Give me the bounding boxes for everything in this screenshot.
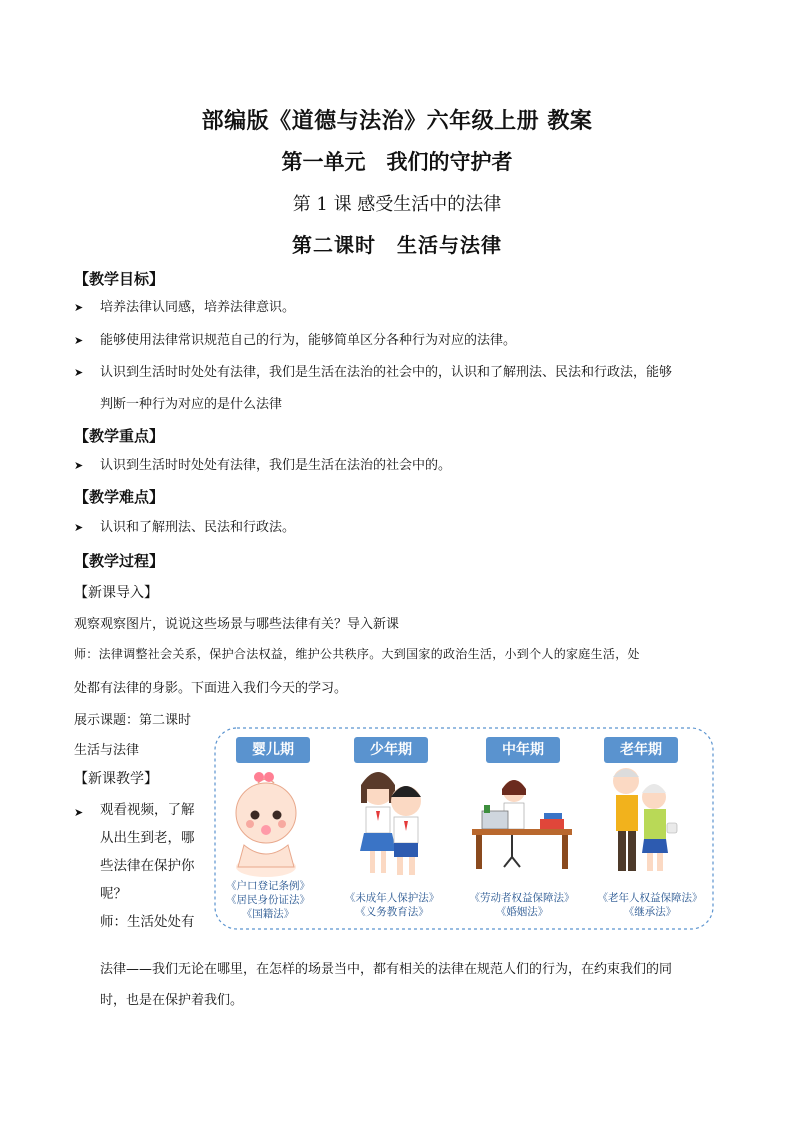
lesson-title: 第 1 课 感受生活中的法律 — [292, 194, 502, 215]
section-key-heading: 【教学重点】 — [74, 427, 165, 445]
stage-label-infant: 婴儿期 — [236, 737, 310, 763]
stage-label-middle-age: 中年期 — [486, 737, 560, 763]
middle-age-laws: 《劳动者权益保障法》 《婚姻法》 — [469, 892, 575, 918]
arrow-bullet-icon: ➤ — [74, 459, 84, 472]
office-worker-illustration — [472, 780, 572, 869]
stage-label-youth: 少年期 — [354, 737, 428, 763]
arrow-bullet-icon: ➤ — [74, 334, 84, 347]
arrow-bullet-icon: ➤ — [74, 521, 84, 534]
life-stages-diagram — [214, 727, 714, 930]
topic-line: 生活与法律 — [74, 743, 140, 758]
intro-text: 观察观察图片，说说这些场景与哪些法律有关？导入新课 — [74, 617, 400, 632]
section-process-heading: 【教学过程】 — [74, 552, 165, 570]
unit-title: 第一单元 我们的守护者 — [281, 150, 513, 174]
period-title: 第二课时 生活与法律 — [292, 233, 502, 257]
section-difficult-heading: 【教学难点】 — [74, 488, 165, 506]
section-goals-heading: 【教学目标】 — [74, 270, 165, 288]
topic-line: 展示课题：第二课时 — [74, 713, 192, 728]
arrow-bullet-icon: ➤ — [74, 806, 84, 819]
youth-laws: 《未成年人保护法》 《义务教育法》 — [344, 892, 440, 918]
old-age-laws: 《老年人权益保障法》 《继承法》 — [597, 892, 703, 918]
baby-illustration — [236, 772, 296, 877]
teacher-line: 师：法律调整社会关系，保护合法权益，维护公共秩序。大到国家的政治生活，小到个人的家庭生活，处 — [74, 647, 640, 661]
intro-heading: 【新课导入】 — [74, 585, 158, 601]
new-lesson-heading: 【新课教学】 — [74, 771, 158, 787]
final-line: 法律——我们无论在哪里，在怎样的场景当中，都有相关的法律在规范人们的行为，在约束我们的同 — [100, 962, 673, 977]
document-title: 部编版《道德与法治》六年级上册 教案 — [201, 109, 593, 134]
teacher-line: 处都有法律的身影。下面进入我们今天的学习。 — [74, 681, 348, 696]
arrow-bullet-icon: ➤ — [74, 366, 84, 379]
document-page: 部编版《道德与法治》六年级上册 教案 第一单元 我们的守护者 第 1 课 感受生活中的法律 第二课时 生活与法律 【教学目标】 ➤ 培养法律认同感，培养法律意识。 ➤ 能够使用法律常识规范自己的行为，能够简单区分各种行为对应的法律。 ➤ 认识到生活时时处处有法律，我们是生活在法治的社会中的，认识和了解刑法、民法和行政法，能够 判断一种行为对应的是什么法律 【教学重点】 ➤ 认识到生活时时处处有法律，我们是生活在法治的社会中的。 【教学难点】 ➤ 认识和了解刑法、民法和行政法。 【教学过程】 【新课导入】 观察观察图片，说说这些场景与哪些法律有关？导入新课 师：法律调整社会关系，保护合法权益，维护公共秩序。大到国家的政治生活，小到个人的家庭生活，处 处都有法律的身影。下面进入我们今天的学习。 展示课题：第二课时 生活与法律 【新课教学】 ➤ 观看视频，了解 从出生到老，哪 些法律在保护你 呢？ 师：生活处处有 法律——我们无论在哪里，在怎样的场景当中，都有相关的法律在规范人们的行为，在约束我们的同 时，也是在保护着我们。 婴儿期 少年期 中年期 老年期 《户口登记条例》 《居民身份证法》 《国籍法》 《未成年人保护法》 《义务教育法》 《劳动者权益保障法》 《婚姻法》 《老年人权益保障法》 《继承法》 — [0, 0, 794, 1123]
final-line: 时，也是在保护着我们。 — [100, 993, 244, 1008]
arrow-bullet-icon: ➤ — [74, 301, 84, 314]
video-bullet-text: 观看视频，了解 从出生到老，哪 些法律在保护你 呢？ 师：生活处处有 — [100, 802, 195, 930]
stage-label-old-age: 老年期 — [604, 737, 678, 763]
teenagers-illustration — [360, 772, 421, 875]
infant-laws: 《户口登记条例》 《居民身份证法》 《国籍法》 — [226, 880, 310, 920]
elderly-couple-illustration — [613, 768, 677, 871]
